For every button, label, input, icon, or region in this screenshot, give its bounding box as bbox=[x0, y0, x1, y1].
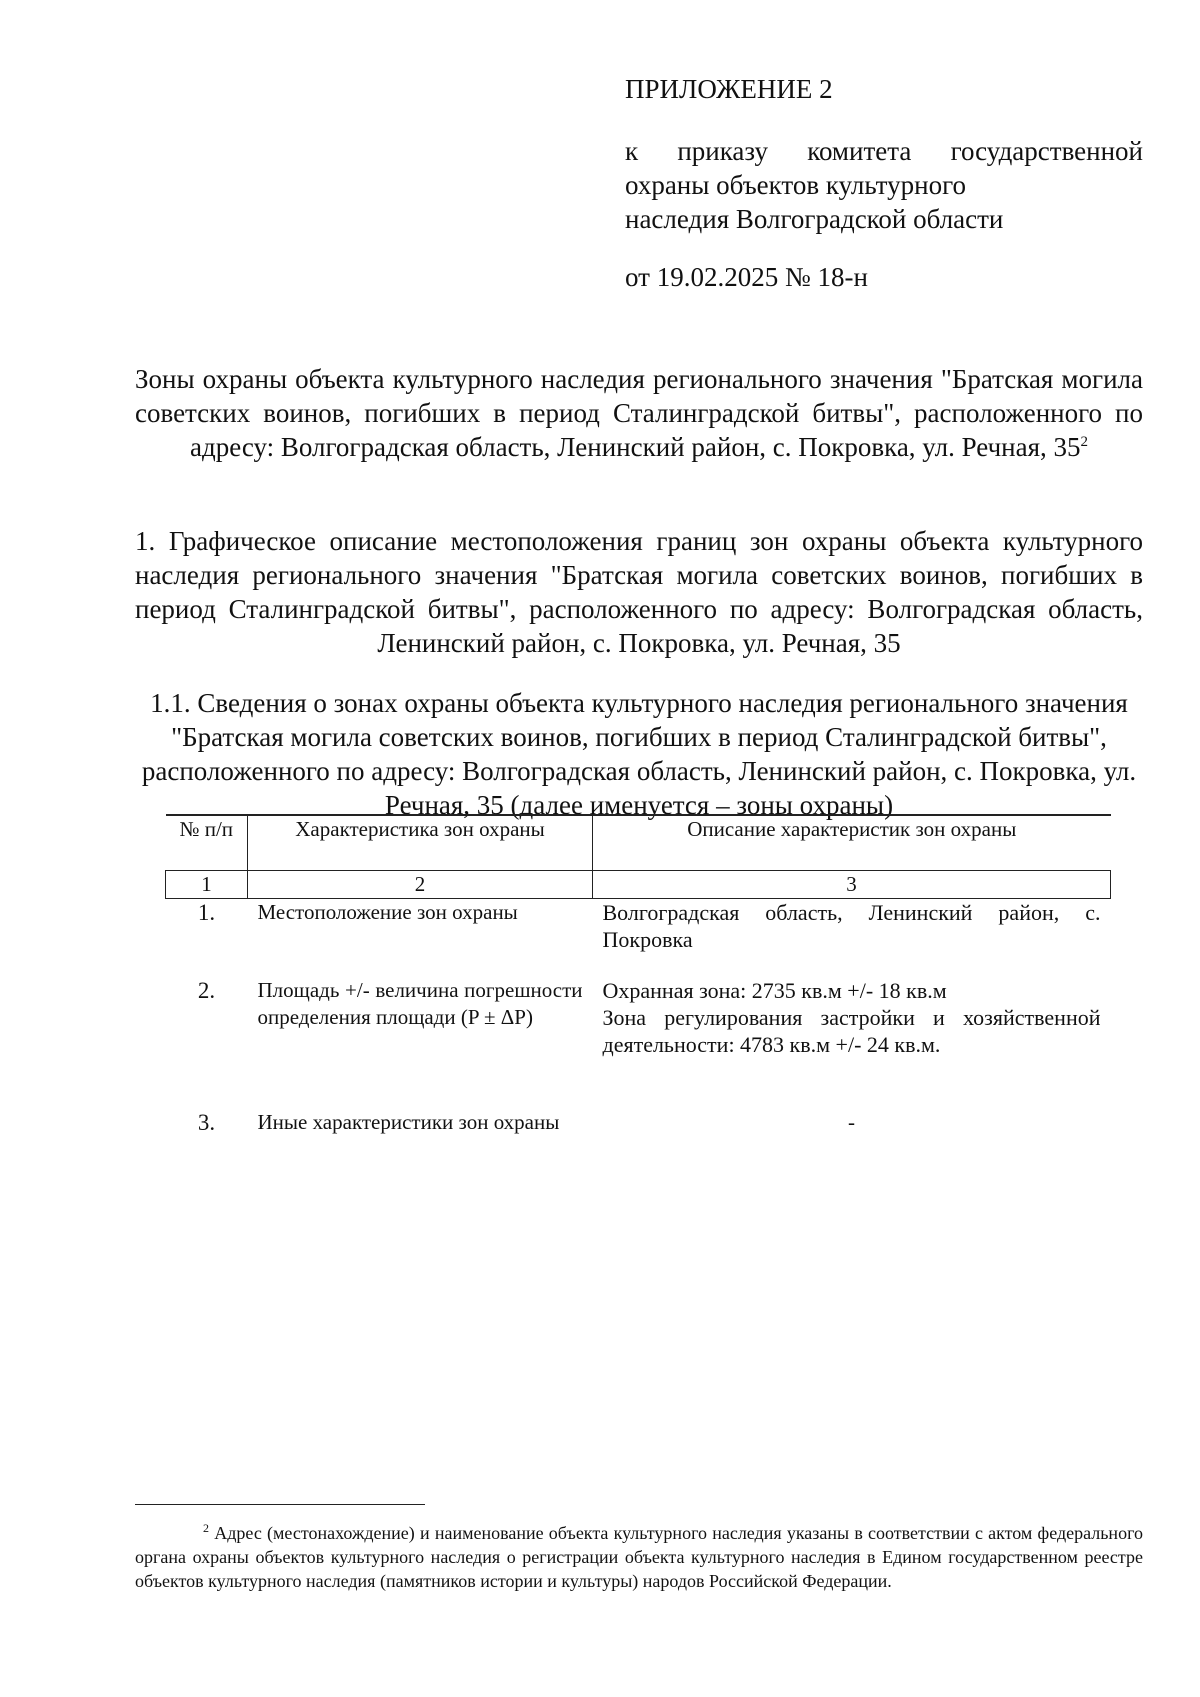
column-number-row bbox=[166, 871, 1111, 899]
order-date-number: от 19.02.2025 № 18-н bbox=[625, 262, 868, 292]
column-number: 1 bbox=[166, 871, 248, 899]
appendix-reference-line-3: наследия Волгоградской области bbox=[625, 204, 1004, 234]
row-number: 1. bbox=[197, 900, 216, 925]
row-number: 2. bbox=[197, 978, 216, 1003]
appendix-word: к bbox=[625, 136, 639, 166]
zones-table bbox=[165, 814, 1111, 1169]
header-characteristic: Характеристика зон охраны bbox=[248, 815, 593, 871]
document-title-text: Зоны охраны объекта культурного наследия регионального значения "Братская могила советских воинов, погибших в период Сталинградской битвы", расположенного по адресу: Волгоградская область, Ленинский район, с. Покровка, ул. Речная, 35 bbox=[135, 364, 1143, 462]
row-description: - bbox=[848, 1110, 855, 1134]
row-characteristic: Иные характеристики зон охраны bbox=[257, 1110, 560, 1134]
appendix-word: государственной bbox=[950, 136, 1143, 166]
table-row bbox=[166, 977, 1111, 1109]
footnote-reference[interactable]: 2 bbox=[1080, 434, 1088, 450]
column-number: 2 bbox=[248, 871, 593, 899]
row-description bbox=[593, 977, 1111, 1109]
column-number: 3 bbox=[593, 871, 1111, 899]
footnote-text: Адрес (местонахождение) и наименование объекта культурного наследия указаны в соответствии с актом федерального органа охраны объектов культурного наследия о регистрации объекта культурного наследия в Едином государственном реестре объектов культурного наследия (памятников истории и культуры) народов Российской Федерации. bbox=[135, 1523, 1143, 1591]
table-row bbox=[166, 1109, 1111, 1169]
appendix-word: комитета bbox=[807, 136, 912, 166]
header-description: Описание характеристик зон охраны bbox=[593, 815, 1111, 871]
appendix-word: приказу bbox=[677, 136, 769, 166]
row-description: Волгоградская область, Ленинский район, с. Покровка bbox=[602, 900, 1101, 952]
table-header-row bbox=[166, 815, 1111, 871]
row-characteristic: Площадь +/- величина погрешности определения площади (P ± ΔP) bbox=[257, 978, 583, 1029]
footnote bbox=[135, 1516, 1143, 1593]
section-1-heading: 1. Графическое описание местоположения границ зон охраны объекта культурного наследия регионального значения "Братская могила советских воинов, погибших в период Сталинградской битвы", расположенного по адресу: Волгоградская область, Ленинский район, с. Покровка, ул. Речная, 35 bbox=[135, 526, 1143, 658]
appendix-reference bbox=[625, 134, 1143, 236]
footnote-separator bbox=[135, 1504, 425, 1505]
appendix-reference-line-1 bbox=[625, 134, 1143, 168]
section-1-1-heading: 1.1. Сведения о зонах охраны объекта культурного наследия регионального значения "Братская могила советских воинов, погибших в период Сталинградской битвы", расположенного по адресу: Волгоградская область, Ленинский район, с. Покровка, ул. Речная, 35 (далее именуется – зоны охраны) bbox=[141, 688, 1137, 820]
row-number: 3. bbox=[197, 1110, 216, 1135]
description-line: Зона регулирования застройки и хозяйственной деятельности: 4783 кв.м +/- 24 кв.м. bbox=[602, 1005, 1101, 1057]
table-row bbox=[166, 899, 1111, 978]
header-num: № п/п bbox=[166, 815, 248, 871]
appendix-reference-line-2: охраны объектов культурного bbox=[625, 170, 966, 200]
row-characteristic: Местоположение зон охраны bbox=[257, 900, 518, 924]
description-line: Охранная зона: 2735 кв.м +/- 18 кв.м bbox=[602, 978, 947, 1003]
appendix-title: ПРИЛОЖЕНИЕ 2 bbox=[625, 74, 833, 104]
footnote-marker: 2 bbox=[203, 1521, 209, 1535]
document-title bbox=[135, 362, 1143, 464]
